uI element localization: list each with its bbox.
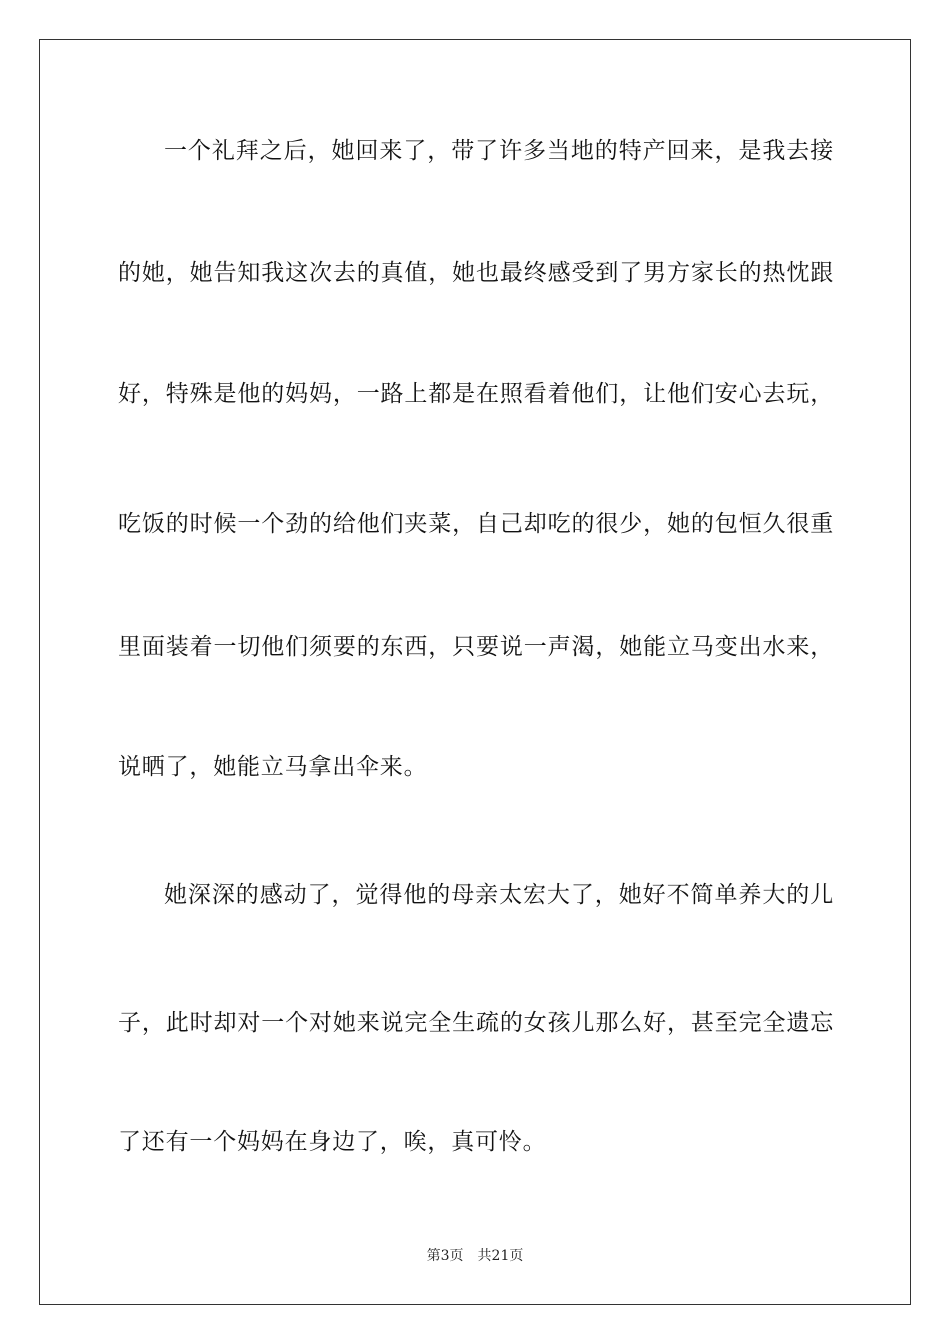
page-border <box>39 39 911 1305</box>
paragraph-1-line-3: 好，特殊是他的妈妈，一路上都是在照看着他们，让他们安心去玩， <box>118 381 834 407</box>
paragraph-1-line-2: 的她，她告知我这次去的真值，她也最终感受到了男方家长的热忱跟 <box>118 260 834 286</box>
paragraph-2-line-1: 她深深的感动了，觉得他的母亲太宏大了，她好不简单养大的儿 <box>164 882 834 908</box>
page-total: 共21页 <box>477 1248 524 1264</box>
paragraph-2-line-3: 了还有一个妈妈在身边了，唉，真可怜。 <box>118 1129 547 1155</box>
paragraph-2-line-2: 子，此时却对一个对她来说完全生疏的女孩儿那么好，甚至完全遗忘 <box>118 1010 834 1036</box>
paragraph-1-line-5: 里面装着一切他们须要的东西，只要说一声渴，她能立马变出水来， <box>118 634 834 660</box>
page-footer <box>0 1246 950 1266</box>
paragraph-1-line-1: 一个礼拜之后，她回来了，带了许多当地的特产回来，是我去接 <box>164 138 834 164</box>
paragraph-1-line-6: 说晒了，她能立马拿出伞来。 <box>118 754 428 780</box>
paragraph-1-line-4: 吃饭的时候一个劲的给他们夹菜，自己却吃的很少，她的包恒久很重 <box>118 511 834 537</box>
page-number: 第3页 <box>426 1248 464 1264</box>
